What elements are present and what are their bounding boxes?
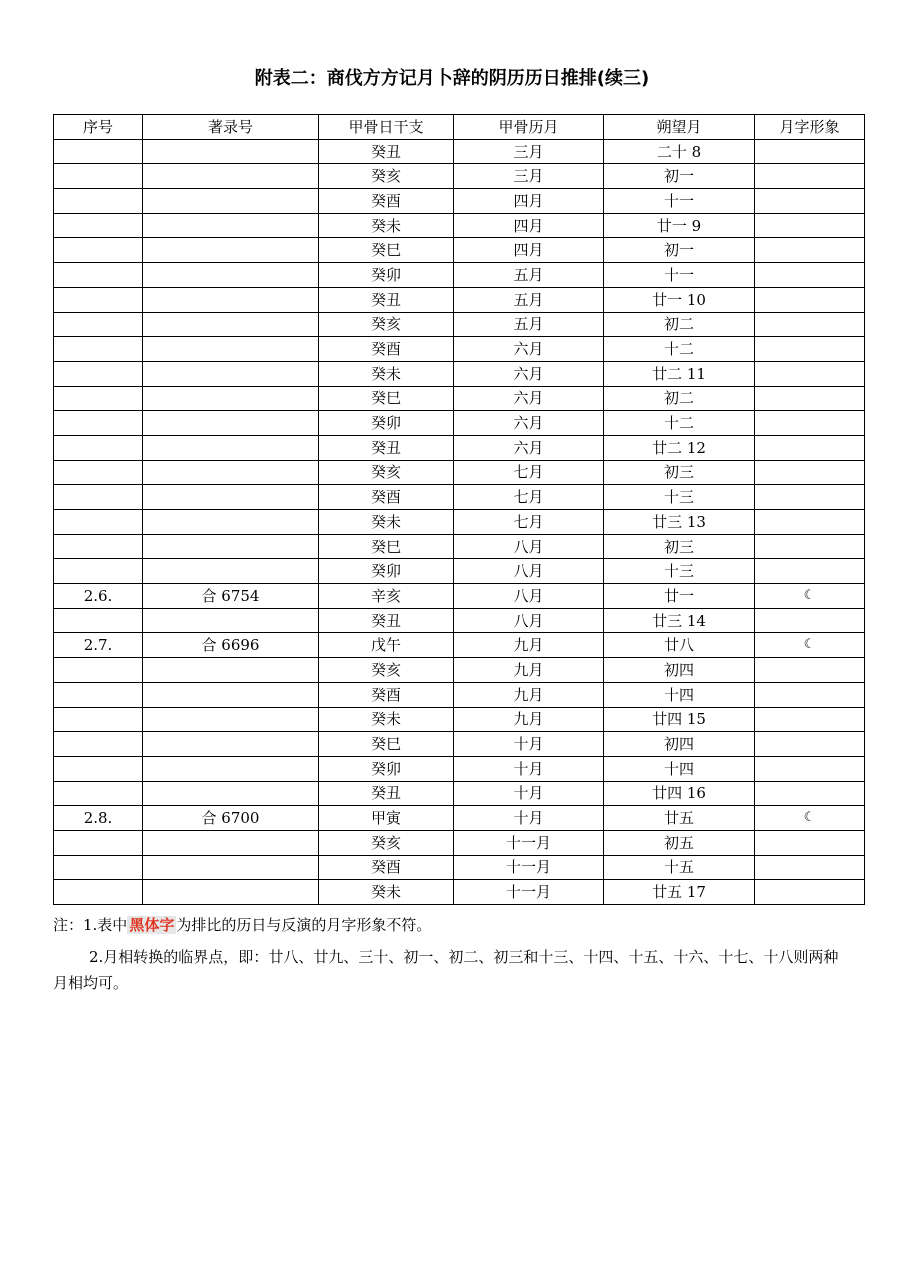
cell-ganzhi: 癸丑 [319, 287, 454, 312]
cell-lunar-month: 初四 [604, 658, 755, 683]
cell-ganzhi: 癸卯 [319, 263, 454, 288]
cell-ganzhi: 癸未 [319, 707, 454, 732]
cell-oracle-month: 八月 [454, 584, 604, 609]
cell-moon-glyph [755, 707, 865, 732]
cell-moon-glyph [755, 238, 865, 263]
note-1 [53, 912, 853, 938]
cell-lunar-month: 廿一 [604, 584, 755, 609]
cell-ganzhi: 癸丑 [319, 139, 454, 164]
note-1-prefix: 注：1.表中 [53, 916, 128, 934]
note-2: 2.月相转换的临界点，即：廿八、廿九、三十、初一、初二、初三和十三、十四、十五、十六、十七、十八则两种月相均可。 [53, 948, 839, 992]
cell-oracle-month: 九月 [454, 658, 604, 683]
cell-oracle-month: 五月 [454, 263, 604, 288]
notes [53, 912, 853, 996]
cell-oracle-month: 四月 [454, 238, 604, 263]
cell-moon-glyph [755, 213, 865, 238]
cell-moon-glyph [755, 855, 865, 880]
cell-moon-glyph [755, 189, 865, 214]
cell-index [54, 287, 143, 312]
table-row [54, 781, 865, 806]
cell-catalog [143, 732, 319, 757]
cell-oracle-month: 六月 [454, 337, 604, 362]
cell-ganzhi: 癸卯 [319, 411, 454, 436]
table-row [54, 460, 865, 485]
cell-moon-glyph [755, 781, 865, 806]
cell-catalog [143, 880, 319, 905]
cell-moon-glyph [755, 510, 865, 535]
cell-oracle-month: 六月 [454, 411, 604, 436]
table-row [54, 287, 865, 312]
cell-lunar-month: 初一 [604, 164, 755, 189]
table-row [54, 608, 865, 633]
cell-oracle-month: 十月 [454, 732, 604, 757]
cell-ganzhi: 癸巳 [319, 238, 454, 263]
cell-moon-glyph [755, 164, 865, 189]
cell-index: 2.7. [54, 633, 143, 658]
cell-catalog [143, 263, 319, 288]
table-row [54, 682, 865, 707]
cell-ganzhi: 癸未 [319, 880, 454, 905]
cell-lunar-month: 十一 [604, 263, 755, 288]
cell-moon-glyph [755, 287, 865, 312]
cell-oracle-month: 五月 [454, 287, 604, 312]
cell-ganzhi: 癸未 [319, 510, 454, 535]
cell-index [54, 830, 143, 855]
cell-moon-glyph [755, 732, 865, 757]
cell-index [54, 312, 143, 337]
cell-catalog [143, 756, 319, 781]
cell-ganzhi: 癸酉 [319, 855, 454, 880]
cell-moon-glyph [755, 682, 865, 707]
cell-index [54, 386, 143, 411]
cell-oracle-month: 六月 [454, 386, 604, 411]
cell-ganzhi: 癸丑 [319, 781, 454, 806]
cell-oracle-month: 八月 [454, 534, 604, 559]
moon-crescent-icon: ☾ [755, 584, 865, 609]
cell-index [54, 411, 143, 436]
cell-ganzhi: 癸未 [319, 361, 454, 386]
cell-moon-glyph [755, 830, 865, 855]
cell-index [54, 880, 143, 905]
cell-oracle-month: 七月 [454, 510, 604, 535]
cell-oracle-month: 十月 [454, 806, 604, 831]
cell-lunar-month: 十三 [604, 485, 755, 510]
cell-catalog [143, 855, 319, 880]
cell-index [54, 164, 143, 189]
cell-ganzhi: 癸卯 [319, 559, 454, 584]
cell-lunar-month: 十二 [604, 337, 755, 362]
table-row [54, 361, 865, 386]
cell-catalog [143, 510, 319, 535]
cell-index [54, 337, 143, 362]
cell-catalog [143, 337, 319, 362]
cell-catalog: 合 6754 [143, 584, 319, 609]
cell-ganzhi: 癸丑 [319, 435, 454, 460]
cell-lunar-month: 十四 [604, 756, 755, 781]
cell-lunar-month: 廿一 9 [604, 213, 755, 238]
table-row [54, 386, 865, 411]
cell-ganzhi: 癸亥 [319, 164, 454, 189]
cell-oracle-month: 三月 [454, 164, 604, 189]
table-row [54, 337, 865, 362]
cell-lunar-month: 廿二 12 [604, 435, 755, 460]
cell-ganzhi: 癸亥 [319, 460, 454, 485]
cell-ganzhi: 癸未 [319, 213, 454, 238]
cell-catalog [143, 139, 319, 164]
cell-moon-glyph [755, 485, 865, 510]
cell-ganzhi: 癸亥 [319, 830, 454, 855]
cell-catalog [143, 460, 319, 485]
table-row [54, 213, 865, 238]
cell-oracle-month: 十月 [454, 781, 604, 806]
cell-moon-glyph [755, 386, 865, 411]
cell-index: 2.6. [54, 584, 143, 609]
cell-index [54, 658, 143, 683]
column-header-ganzhi: 甲骨日干支 [319, 115, 454, 140]
cell-index [54, 460, 143, 485]
table-row [54, 658, 865, 683]
cell-ganzhi: 癸巳 [319, 534, 454, 559]
cell-catalog [143, 361, 319, 386]
cell-index [54, 682, 143, 707]
cell-moon-glyph [755, 460, 865, 485]
cell-lunar-month: 二十 8 [604, 139, 755, 164]
cell-ganzhi: 癸卯 [319, 756, 454, 781]
cell-lunar-month: 廿四 16 [604, 781, 755, 806]
cell-ganzhi: 癸酉 [319, 189, 454, 214]
cell-index [54, 756, 143, 781]
table-row [54, 263, 865, 288]
cell-lunar-month: 初四 [604, 732, 755, 757]
cell-moon-glyph [755, 880, 865, 905]
cell-lunar-month: 廿四 15 [604, 707, 755, 732]
cell-lunar-month: 初二 [604, 312, 755, 337]
cell-index: 2.8. [54, 806, 143, 831]
cell-moon-glyph [755, 608, 865, 633]
cell-catalog [143, 485, 319, 510]
cell-index [54, 213, 143, 238]
cell-catalog [143, 213, 319, 238]
cell-lunar-month: 廿三 13 [604, 510, 755, 535]
table-row [54, 164, 865, 189]
cell-catalog [143, 164, 319, 189]
cell-oracle-month: 九月 [454, 682, 604, 707]
cell-lunar-month: 初二 [604, 386, 755, 411]
cell-ganzhi: 癸酉 [319, 682, 454, 707]
cell-oracle-month: 十一月 [454, 880, 604, 905]
cell-oracle-month: 三月 [454, 139, 604, 164]
cell-oracle-month: 七月 [454, 485, 604, 510]
cell-lunar-month: 廿一 10 [604, 287, 755, 312]
cell-index [54, 534, 143, 559]
cell-moon-glyph [755, 658, 865, 683]
table-row [54, 435, 865, 460]
table-row [54, 312, 865, 337]
cell-moon-glyph [755, 534, 865, 559]
cell-oracle-month: 九月 [454, 707, 604, 732]
cell-catalog [143, 411, 319, 436]
cell-oracle-month: 九月 [454, 633, 604, 658]
cell-catalog [143, 189, 319, 214]
cell-index [54, 238, 143, 263]
cell-lunar-month: 十五 [604, 855, 755, 880]
cell-oracle-month: 五月 [454, 312, 604, 337]
table-row [54, 584, 865, 609]
table-row [54, 411, 865, 436]
cell-index [54, 559, 143, 584]
cell-lunar-month: 廿二 11 [604, 361, 755, 386]
cell-lunar-month: 廿三 14 [604, 608, 755, 633]
cell-lunar-month: 十二 [604, 411, 755, 436]
note-1-highlight: 黑体字 [129, 916, 175, 934]
cell-moon-glyph [755, 559, 865, 584]
table-row [54, 633, 865, 658]
cell-catalog [143, 781, 319, 806]
note-1-suffix: 为排比的历日与反演的月字形象不符。 [176, 916, 432, 934]
cell-ganzhi: 癸巳 [319, 732, 454, 757]
column-header-index: 序号 [54, 115, 143, 140]
cell-ganzhi: 癸亥 [319, 312, 454, 337]
cell-catalog [143, 238, 319, 263]
table-row [54, 880, 865, 905]
cell-moon-glyph [755, 337, 865, 362]
table-header-row [54, 115, 865, 140]
cell-index [54, 855, 143, 880]
table-row [54, 707, 865, 732]
cell-lunar-month: 廿五 17 [604, 880, 755, 905]
cell-ganzhi: 癸巳 [319, 386, 454, 411]
cell-catalog [143, 534, 319, 559]
cell-index [54, 781, 143, 806]
table-row [54, 238, 865, 263]
cell-moon-glyph [755, 263, 865, 288]
cell-lunar-month: 初三 [604, 460, 755, 485]
cell-ganzhi: 癸酉 [319, 485, 454, 510]
cell-catalog [143, 386, 319, 411]
cell-lunar-month: 初一 [604, 238, 755, 263]
table-row [54, 510, 865, 535]
column-header-moon-glyph: 月字形象 [755, 115, 865, 140]
table-row [54, 485, 865, 510]
cell-oracle-month: 十一月 [454, 830, 604, 855]
cell-catalog [143, 435, 319, 460]
cell-index [54, 189, 143, 214]
cell-index [54, 608, 143, 633]
cell-catalog [143, 312, 319, 337]
cell-oracle-month: 十一月 [454, 855, 604, 880]
cell-lunar-month: 廿五 [604, 806, 755, 831]
table-row [54, 559, 865, 584]
cell-catalog [143, 658, 319, 683]
cell-moon-glyph [755, 139, 865, 164]
table-row [54, 732, 865, 757]
cell-index [54, 361, 143, 386]
cell-oracle-month: 七月 [454, 460, 604, 485]
cell-lunar-month: 廿八 [604, 633, 755, 658]
column-header-oracle-month: 甲骨历月 [454, 115, 604, 140]
cell-ganzhi: 戊午 [319, 633, 454, 658]
cell-oracle-month: 四月 [454, 189, 604, 214]
cell-ganzhi: 癸丑 [319, 608, 454, 633]
column-header-catalog: 著录号 [143, 115, 319, 140]
cell-lunar-month: 初五 [604, 830, 755, 855]
table-row [54, 756, 865, 781]
cell-ganzhi: 癸亥 [319, 658, 454, 683]
cell-moon-glyph [755, 411, 865, 436]
cell-index [54, 485, 143, 510]
cell-index [54, 435, 143, 460]
cell-oracle-month: 八月 [454, 608, 604, 633]
table-row [54, 830, 865, 855]
cell-catalog [143, 707, 319, 732]
column-header-lunar-month: 朔望月 [604, 115, 755, 140]
cell-catalog [143, 559, 319, 584]
cell-moon-glyph [755, 756, 865, 781]
table-row [54, 806, 865, 831]
cell-oracle-month: 八月 [454, 559, 604, 584]
cell-catalog [143, 287, 319, 312]
cell-catalog: 合 6700 [143, 806, 319, 831]
table-row [54, 534, 865, 559]
cell-lunar-month: 十一 [604, 189, 755, 214]
cell-catalog [143, 608, 319, 633]
table-row [54, 139, 865, 164]
cell-moon-glyph [755, 312, 865, 337]
moon-crescent-icon: ☾ [755, 806, 865, 831]
cell-lunar-month: 初三 [604, 534, 755, 559]
cell-index [54, 510, 143, 535]
cell-ganzhi: 癸酉 [319, 337, 454, 362]
cell-oracle-month: 四月 [454, 213, 604, 238]
cell-moon-glyph [755, 435, 865, 460]
cell-moon-glyph [755, 361, 865, 386]
table-row [54, 855, 865, 880]
cell-index [54, 263, 143, 288]
cell-oracle-month: 十月 [454, 756, 604, 781]
cell-ganzhi: 辛亥 [319, 584, 454, 609]
table-row [54, 189, 865, 214]
cell-ganzhi: 甲寅 [319, 806, 454, 831]
cell-catalog: 合 6696 [143, 633, 319, 658]
cell-catalog [143, 682, 319, 707]
calendar-table [53, 114, 865, 905]
page-title: 附表二：商伐方方记月卜辞的阴历历日推排(续三) [254, 68, 650, 89]
cell-index [54, 732, 143, 757]
cell-index [54, 707, 143, 732]
cell-lunar-month: 十三 [604, 559, 755, 584]
cell-catalog [143, 830, 319, 855]
cell-index [54, 139, 143, 164]
moon-crescent-icon: ☾ [755, 633, 865, 658]
cell-lunar-month: 十四 [604, 682, 755, 707]
cell-oracle-month: 六月 [454, 361, 604, 386]
cell-oracle-month: 六月 [454, 435, 604, 460]
